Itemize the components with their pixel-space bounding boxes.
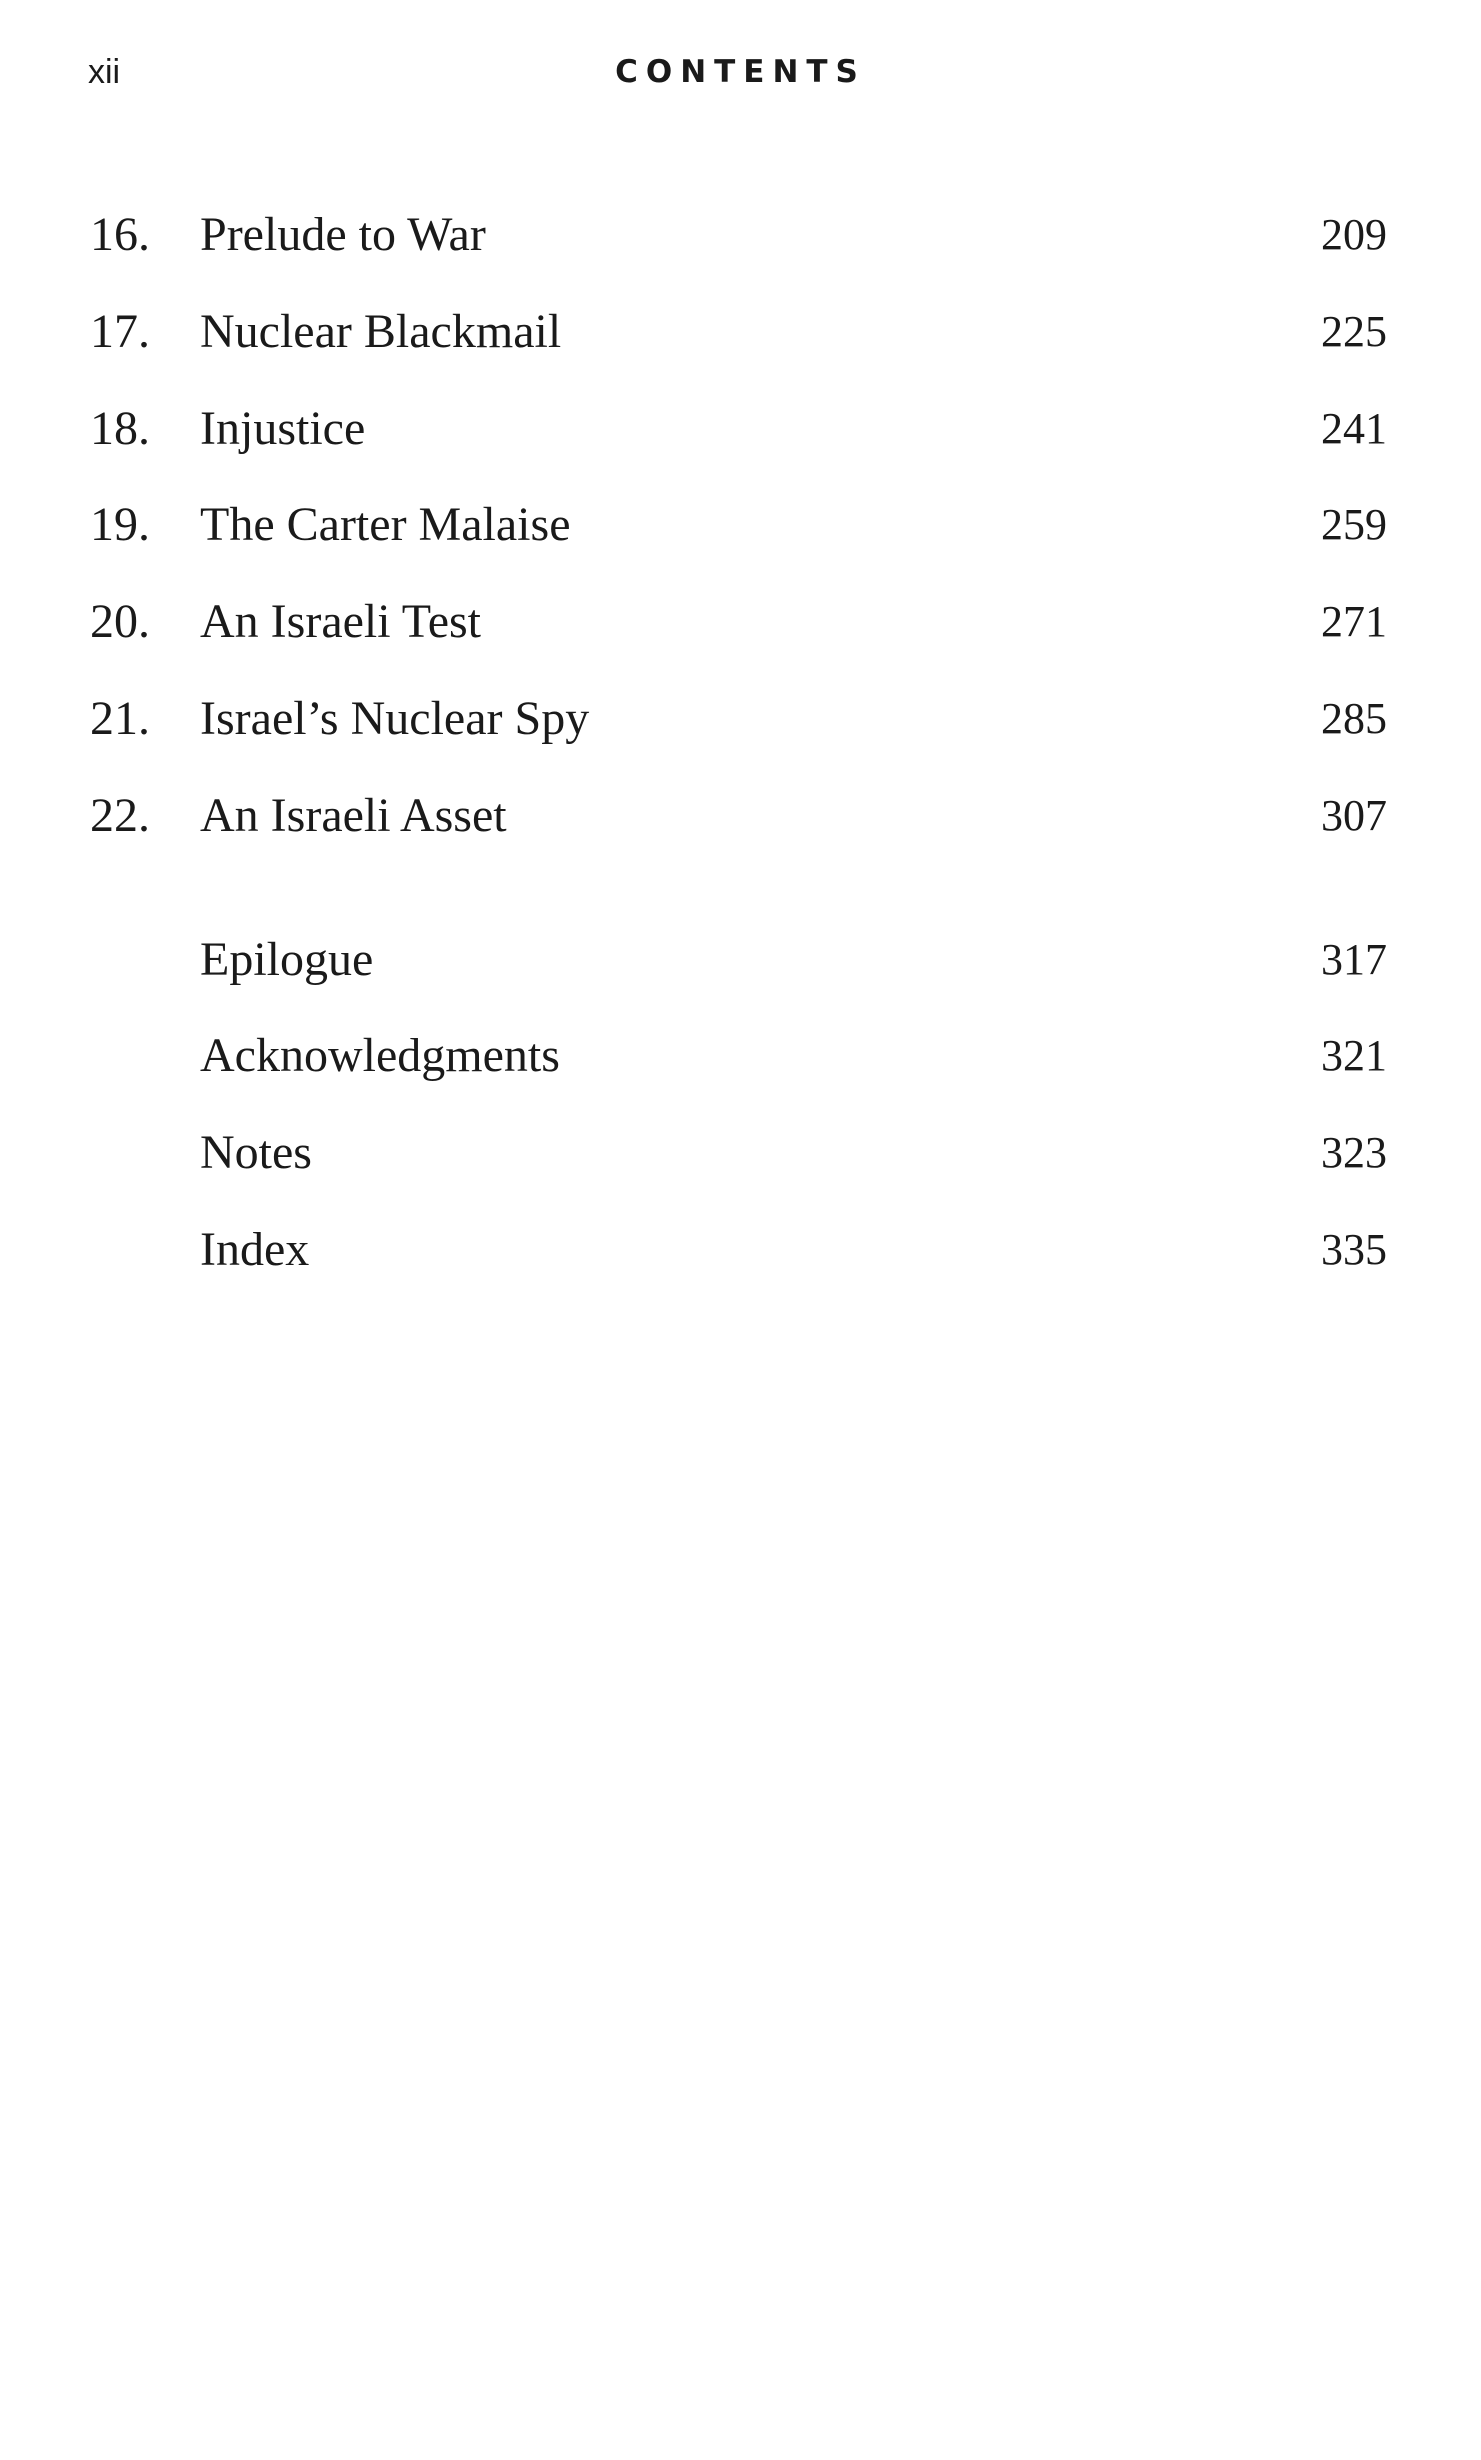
chapter-title: Prelude to War [200,208,486,261]
page-number: xii [88,53,121,91]
chapter-title: The Carter Malaise [200,498,571,551]
chapter-number: 17. [90,305,150,358]
chapter-page: 225 [1321,307,1387,356]
back-matter-page: 317 [1321,935,1387,984]
chapter-page: 209 [1321,210,1387,259]
back-matter-title: Epilogue [200,933,374,986]
chapter-title: Israel’s Nuclear Spy [200,692,590,745]
chapter-number: 19. [90,498,150,551]
toc-entry-index [0,1215,1481,1285]
chapter-title: An Israeli Asset [200,789,507,842]
chapter-title: An Israeli Test [200,595,482,648]
toc-entry-chapter-18 [0,394,1481,464]
chapter-number: 16. [90,208,150,261]
back-matter-page: 323 [1321,1128,1387,1177]
toc-entry-chapter-16 [0,200,1481,270]
back-matter-title: Acknowledgments [200,1029,560,1082]
toc-entry-chapter-21 [0,684,1481,754]
chapter-page: 285 [1321,694,1387,743]
chapter-number: 21. [90,692,150,745]
chapter-number: 22. [90,789,150,842]
page-header [0,52,1481,92]
chapter-page: 241 [1321,404,1387,453]
back-matter-title: Index [200,1223,310,1276]
toc-entry-chapter-22 [0,781,1481,851]
toc-entry-notes [0,1118,1481,1188]
toc-entry-acknowledgments [0,1021,1481,1091]
running-head: CONTENTS [615,54,866,90]
back-matter-page: 335 [1321,1225,1387,1274]
toc-entry-chapter-17 [0,297,1481,367]
chapter-number: 18. [90,402,150,455]
back-matter-title: Notes [200,1126,312,1179]
chapter-number: 20. [90,595,150,648]
chapter-page: 307 [1321,791,1387,840]
toc-entry-epilogue [0,925,1481,995]
chapter-page: 271 [1321,597,1387,646]
back-matter-page: 321 [1321,1031,1387,1080]
toc-entry-chapter-20 [0,587,1481,657]
toc-entry-chapter-19 [0,490,1481,560]
chapter-title: Injustice [200,402,366,455]
chapter-page: 259 [1321,500,1387,549]
chapter-title: Nuclear Blackmail [200,305,562,358]
